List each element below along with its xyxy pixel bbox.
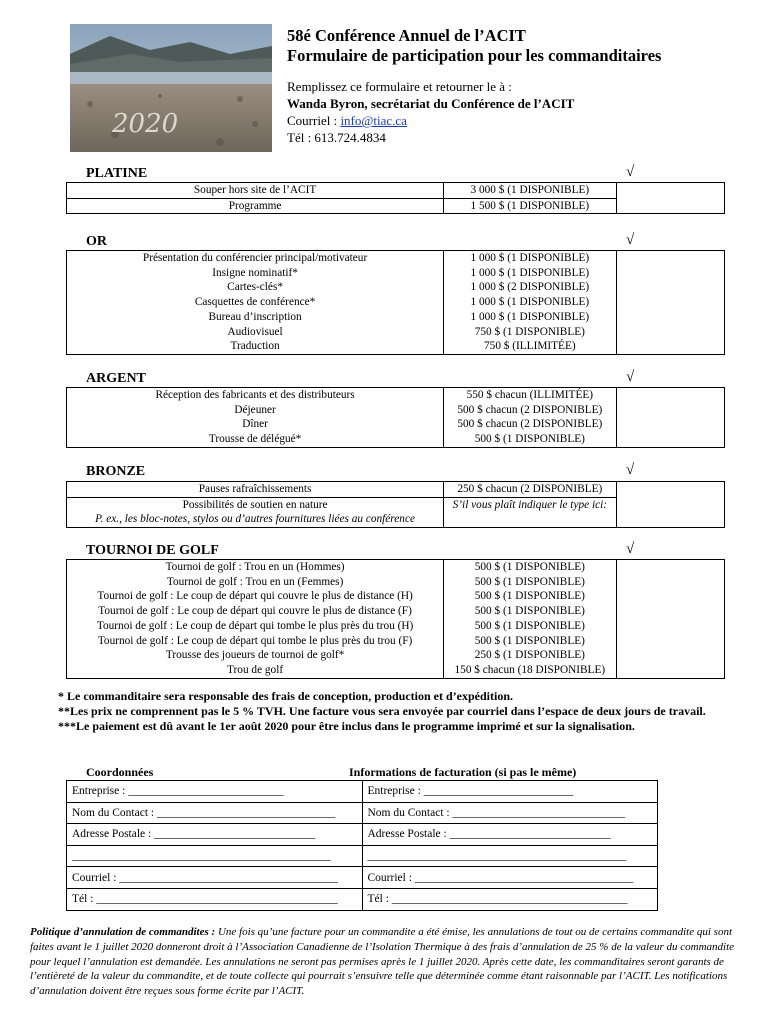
footnotes xyxy=(58,689,718,734)
selection-cell[interactable] xyxy=(616,482,725,528)
coordinates-table xyxy=(66,780,658,911)
table-platine xyxy=(66,182,725,214)
email-field[interactable]: Courriel : ______________________________________ xyxy=(67,867,363,889)
phone-field[interactable]: Tél : __________________________________________ xyxy=(67,888,363,910)
table-row xyxy=(67,781,658,803)
table-row xyxy=(67,482,725,498)
item-description: Pauses rafraîchissements xyxy=(67,482,444,498)
item-description-inkind: Possibilités de soutien en nature P. ex., les bloc-notes, stylos ou d’autres fournitures liées au conférence xyxy=(67,497,444,527)
item-prices: 550 $ chacun (ILLIMITÉE) 500 $ chacun (2 DISPONIBLE) 500 $ chacun (2 DISPONIBLE) 500 $ (1 DISPONIBLE) xyxy=(444,388,616,448)
inkind-type-field[interactable]: S’il vous plaît indiquer le type ici: xyxy=(444,497,616,527)
conference-title: 58é Conférence Annuel de l’ACIT xyxy=(287,26,526,45)
table-row xyxy=(67,867,658,889)
item-price: 3 000 $ (1 DISPONIBLE) xyxy=(444,183,616,199)
check-mark-or: √ xyxy=(626,232,635,248)
photo-sand-writing: 2020 xyxy=(112,109,179,139)
section-title-golf: TOURNOI DE GOLF xyxy=(86,543,219,558)
billing-email-field[interactable]: Courriel : ______________________________________ xyxy=(362,867,658,889)
selection-cell[interactable] xyxy=(616,388,725,448)
billing-phone-field[interactable]: Tél : _________________________________________ xyxy=(362,888,658,910)
item-descriptions: Présentation du conférencier principal/motivateur Insigne nominatif* Cartes-clés* Casquettes de conférence* Bureau d’inscription Audiovisuel Traduction xyxy=(67,251,444,355)
item-prices: 500 $ (1 DISPONIBLE) 500 $ (1 DISPONIBLE) 500 $ (1 DISPONIBLE) 500 $ (1 DISPONIBLE) 500 $ (1 DISPONIBLE) 500 $ (1 DISPONIBLE) 250 $ (1 DISPONIBLE) 150 $ chacun (18 DISPONIBLE) xyxy=(444,560,616,679)
table-row xyxy=(67,845,658,867)
item-descriptions: Réception des fabricants et des distributeurs Déjeuner Dîner Trousse de délégué* xyxy=(67,388,444,448)
table-argent xyxy=(66,387,725,448)
table-row xyxy=(67,183,725,199)
check-mark-bronze: √ xyxy=(626,462,635,478)
footnote-3: ***Le paiement est dû avant le 1er août 2020 pour être inclus dans le programme imprimé et sur la signalisation. xyxy=(58,719,635,733)
billing-company-field[interactable]: Entreprise : __________________________ xyxy=(362,781,658,803)
billing-contact-name-field[interactable]: Nom du Contact : ______________________________ xyxy=(362,802,658,824)
postal-address-field[interactable]: Adresse Postale : ____________________________ xyxy=(67,824,363,846)
contact-name-field[interactable]: Nom du Contact : _______________________________ xyxy=(67,802,363,824)
contact-phone: Tél : 613.724.4834 xyxy=(287,130,386,145)
footnote-1: * Le commanditaire sera responsable des frais de conception, production et d’expédition. xyxy=(58,689,513,703)
company-field[interactable]: Entreprise : ___________________________ xyxy=(67,781,363,803)
section-title-argent: ARGENT xyxy=(86,371,146,386)
item-prices: 1 000 $ (1 DISPONIBLE) 1 000 $ (1 DISPONIBLE) 1 000 $ (2 DISPONIBLE) 1 000 $ (1 DISPONIBLE) 1 000 $ (1 DISPONIBLE) 750 $ (1 DISPONIBLE) 750 $ (ILLIMITÉE) xyxy=(444,251,616,355)
section-title-or: OR xyxy=(86,234,107,249)
table-row xyxy=(67,388,725,448)
billing-postal-address-line2-field[interactable]: _____________________________________________ xyxy=(362,845,658,867)
table-row xyxy=(67,824,658,846)
header-photo xyxy=(70,24,272,152)
header xyxy=(287,26,757,146)
contact-email: Courriel : info@tiac.ca xyxy=(287,113,407,128)
item-description: Souper hors site de l’ACIT xyxy=(67,183,444,199)
item-price: 1 500 $ (1 DISPONIBLE) xyxy=(444,198,616,214)
billing-title: Informations de facturation (si pas le même) xyxy=(349,765,577,779)
instruction-text: Remplissez ce formulaire et retourner le à : xyxy=(287,79,512,94)
table-row xyxy=(67,802,658,824)
billing-postal-address-field[interactable]: Adresse Postale : ____________________________ xyxy=(362,824,658,846)
item-descriptions: Tournoi de golf : Trou en un (Hommes) Tournoi de golf : Trou en un (Femmes) Tournoi de golf : Le coup de départ qui couvre le plus de distance (H) Tournoi de golf : Le coup de départ qui couvre le plus de distance (F) Tournoi de golf : Le coup de départ qui tombe le plus près du trou (H) Tournoi de golf : Le coup de départ qui tombe le plus près du trou (F) Trousse des joueurs de tournoi de golf* Trou de golf xyxy=(67,560,444,679)
selection-cell[interactable] xyxy=(616,183,725,214)
email-link[interactable]: info@tiac.ca xyxy=(340,113,407,128)
contact-name: Wanda Byron, secrétariat du Conférence de l’ACIT xyxy=(287,96,575,111)
table-or xyxy=(66,250,725,355)
policy-label: Politique d’annulation de commandites : xyxy=(30,926,216,938)
check-mark-golf: √ xyxy=(626,541,635,557)
item-description: Programme xyxy=(67,198,444,214)
form-title: Formulaire de participation pour les commanditaires xyxy=(287,46,662,65)
section-title-platine: PLATINE xyxy=(86,166,148,181)
coordinates-title: Coordonnées xyxy=(86,765,154,779)
item-price: 250 $ chacun (2 DISPONIBLE) xyxy=(444,482,616,498)
postal-address-line2-field[interactable]: _____________________________________________ xyxy=(67,845,363,867)
check-mark-argent: √ xyxy=(626,369,635,385)
footnote-2: **Les prix ne comprennent pas le 5 % TVH. Une facture vous sera envoyée par courriel dans l’espace de deux jours de travail. xyxy=(58,704,706,718)
cancellation-policy xyxy=(30,925,742,999)
table-row xyxy=(67,888,658,910)
selection-cell[interactable] xyxy=(616,251,725,355)
section-title-bronze: BRONZE xyxy=(86,464,146,479)
selection-cell[interactable] xyxy=(616,560,725,679)
policy-text: Une fois qu’une facture pour un commandite a été émise, les annulations de tout ou de certains commandite qui sont faites avant le 1 juillet 2020 donneront droit à l’Association Canadienne de l’Isolation Thermique à des frais d’annulation de 25 % de la valeur du commandite pour lequel l’annulation est demandée. Les annulations ne seront pas permises après le 1 juillet 2020. Après cette date, les commanditaires seront garants de l’entièreté de la valeur du commandite, et de toute collecte qui pourrait s’ensuivre telle que déterminée comme étant raisonnable par l’ACIT. Les notifications d’annulation doivent être reçues sous forme écrite par l’ACIT. xyxy=(30,926,735,998)
table-row xyxy=(67,560,725,679)
inkind-example-note: P. ex., les bloc-notes, stylos ou d’autres fournitures liées au conférence xyxy=(95,513,415,526)
check-mark-platine: √ xyxy=(626,164,635,180)
table-bronze xyxy=(66,481,725,528)
table-golf xyxy=(66,559,725,679)
table-row xyxy=(67,251,725,355)
